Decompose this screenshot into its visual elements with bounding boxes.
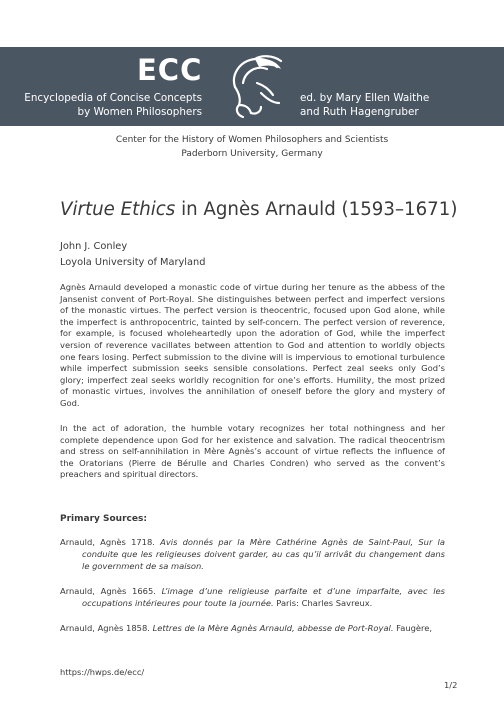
reference-item [60, 536, 445, 572]
reference-item [60, 622, 445, 634]
center-name: Center for the History of Women Philosophers and Scientists [115, 135, 389, 145]
athena-helmet-head-icon [221, 53, 285, 121]
reference-prefix: Arnauld, Agnès 1718. [60, 537, 161, 547]
reference-title: Avis donnés par la Mère Cathérine Agnès de Saint-Paul, Sur la conduite que les religieuses doivent garder, au cas qu’il arrivât du changement dans le government de sa maison. [82, 537, 445, 571]
editors-line2: and Ruth Hagengruber [300, 106, 419, 118]
reference-title: L’image d’une religieuse parfaite et d’une imparfaite, avec les occupations intérieures pour toute la journée. [82, 586, 445, 608]
reference-suffix: Paris: Charles Savreux. [273, 598, 373, 608]
ecc-banner [0, 47, 504, 126]
primary-sources-heading: Primary Sources: [60, 514, 147, 524]
reference-prefix: Arnauld, Agnès 1858. [60, 623, 153, 633]
reference-title: Lettres de la Mère Agnès Arnauld, abbesse de Port-Royal. [152, 623, 394, 633]
reference-prefix: Arnauld, Agnès 1665. [60, 586, 162, 596]
body-paragraph-2: In the act of adoration, the humble votary recognizes her total nothingness and her complete dependence upon God for her existence and salvation. The radical theocentrism and stress on self-annihilation in Mère Agnès’s account of virtue reflects the influence of the Oratorians (Pierre de Bérulle and Charles Condren) who served as the convent’s preachers and spiritual directors. [60, 423, 445, 480]
article-title-italic: Virtue Ethics [60, 199, 176, 220]
center-university: Paderborn University, Germany [181, 149, 323, 159]
author-affiliation: Loyola University of Maryland [60, 257, 206, 268]
footer-url[interactable]: https://hwps.de/ecc/ [60, 667, 145, 677]
author-name: John J. Conley [60, 241, 128, 252]
ecc-subtitle-line2: by Women Philosophers [77, 106, 202, 118]
reference-suffix: Faugère, [393, 623, 433, 633]
ecc-logo: ECC [137, 53, 203, 87]
body-paragraph-1: Agnès Arnauld developed a monastic code of virtue during her tenure as the abbess of the Jansenist convent of Port-Royal. She distinguishes between perfect and imperfect versions of the monastic virtues. The perfect version is theocentric, focused upon God alone, while the imperfect is anthropocentric, tainted by self-concern. The perfect version of reverence, for example, is focused wholeheartedly upon the adoration of God, while the imperfect version of reverence vacillates between attention to God and attention to worldly objects one fears losing. Perfect submission to the divine will is impervious to emotional turbulence while imperfect submission seeks sensible consolations. Perfect zeal seeks only God’s glory; imperfect zeal seeks worldly recognition for one’s efforts. Humility, the most prized of monastic virtues, involves the annihilation of oneself before the glory and mystery of God. [60, 282, 445, 408]
page-number: 1/2 [444, 680, 458, 690]
article-title-rest: in Agnès Arnauld (1593–1671) [175, 199, 458, 220]
article-title [60, 199, 457, 220]
editors-line1: ed. by Mary Ellen Waithe [300, 92, 430, 104]
reference-item [60, 585, 445, 609]
ecc-subtitle-line1: Encyclopedia of Concise Concepts [24, 92, 202, 104]
